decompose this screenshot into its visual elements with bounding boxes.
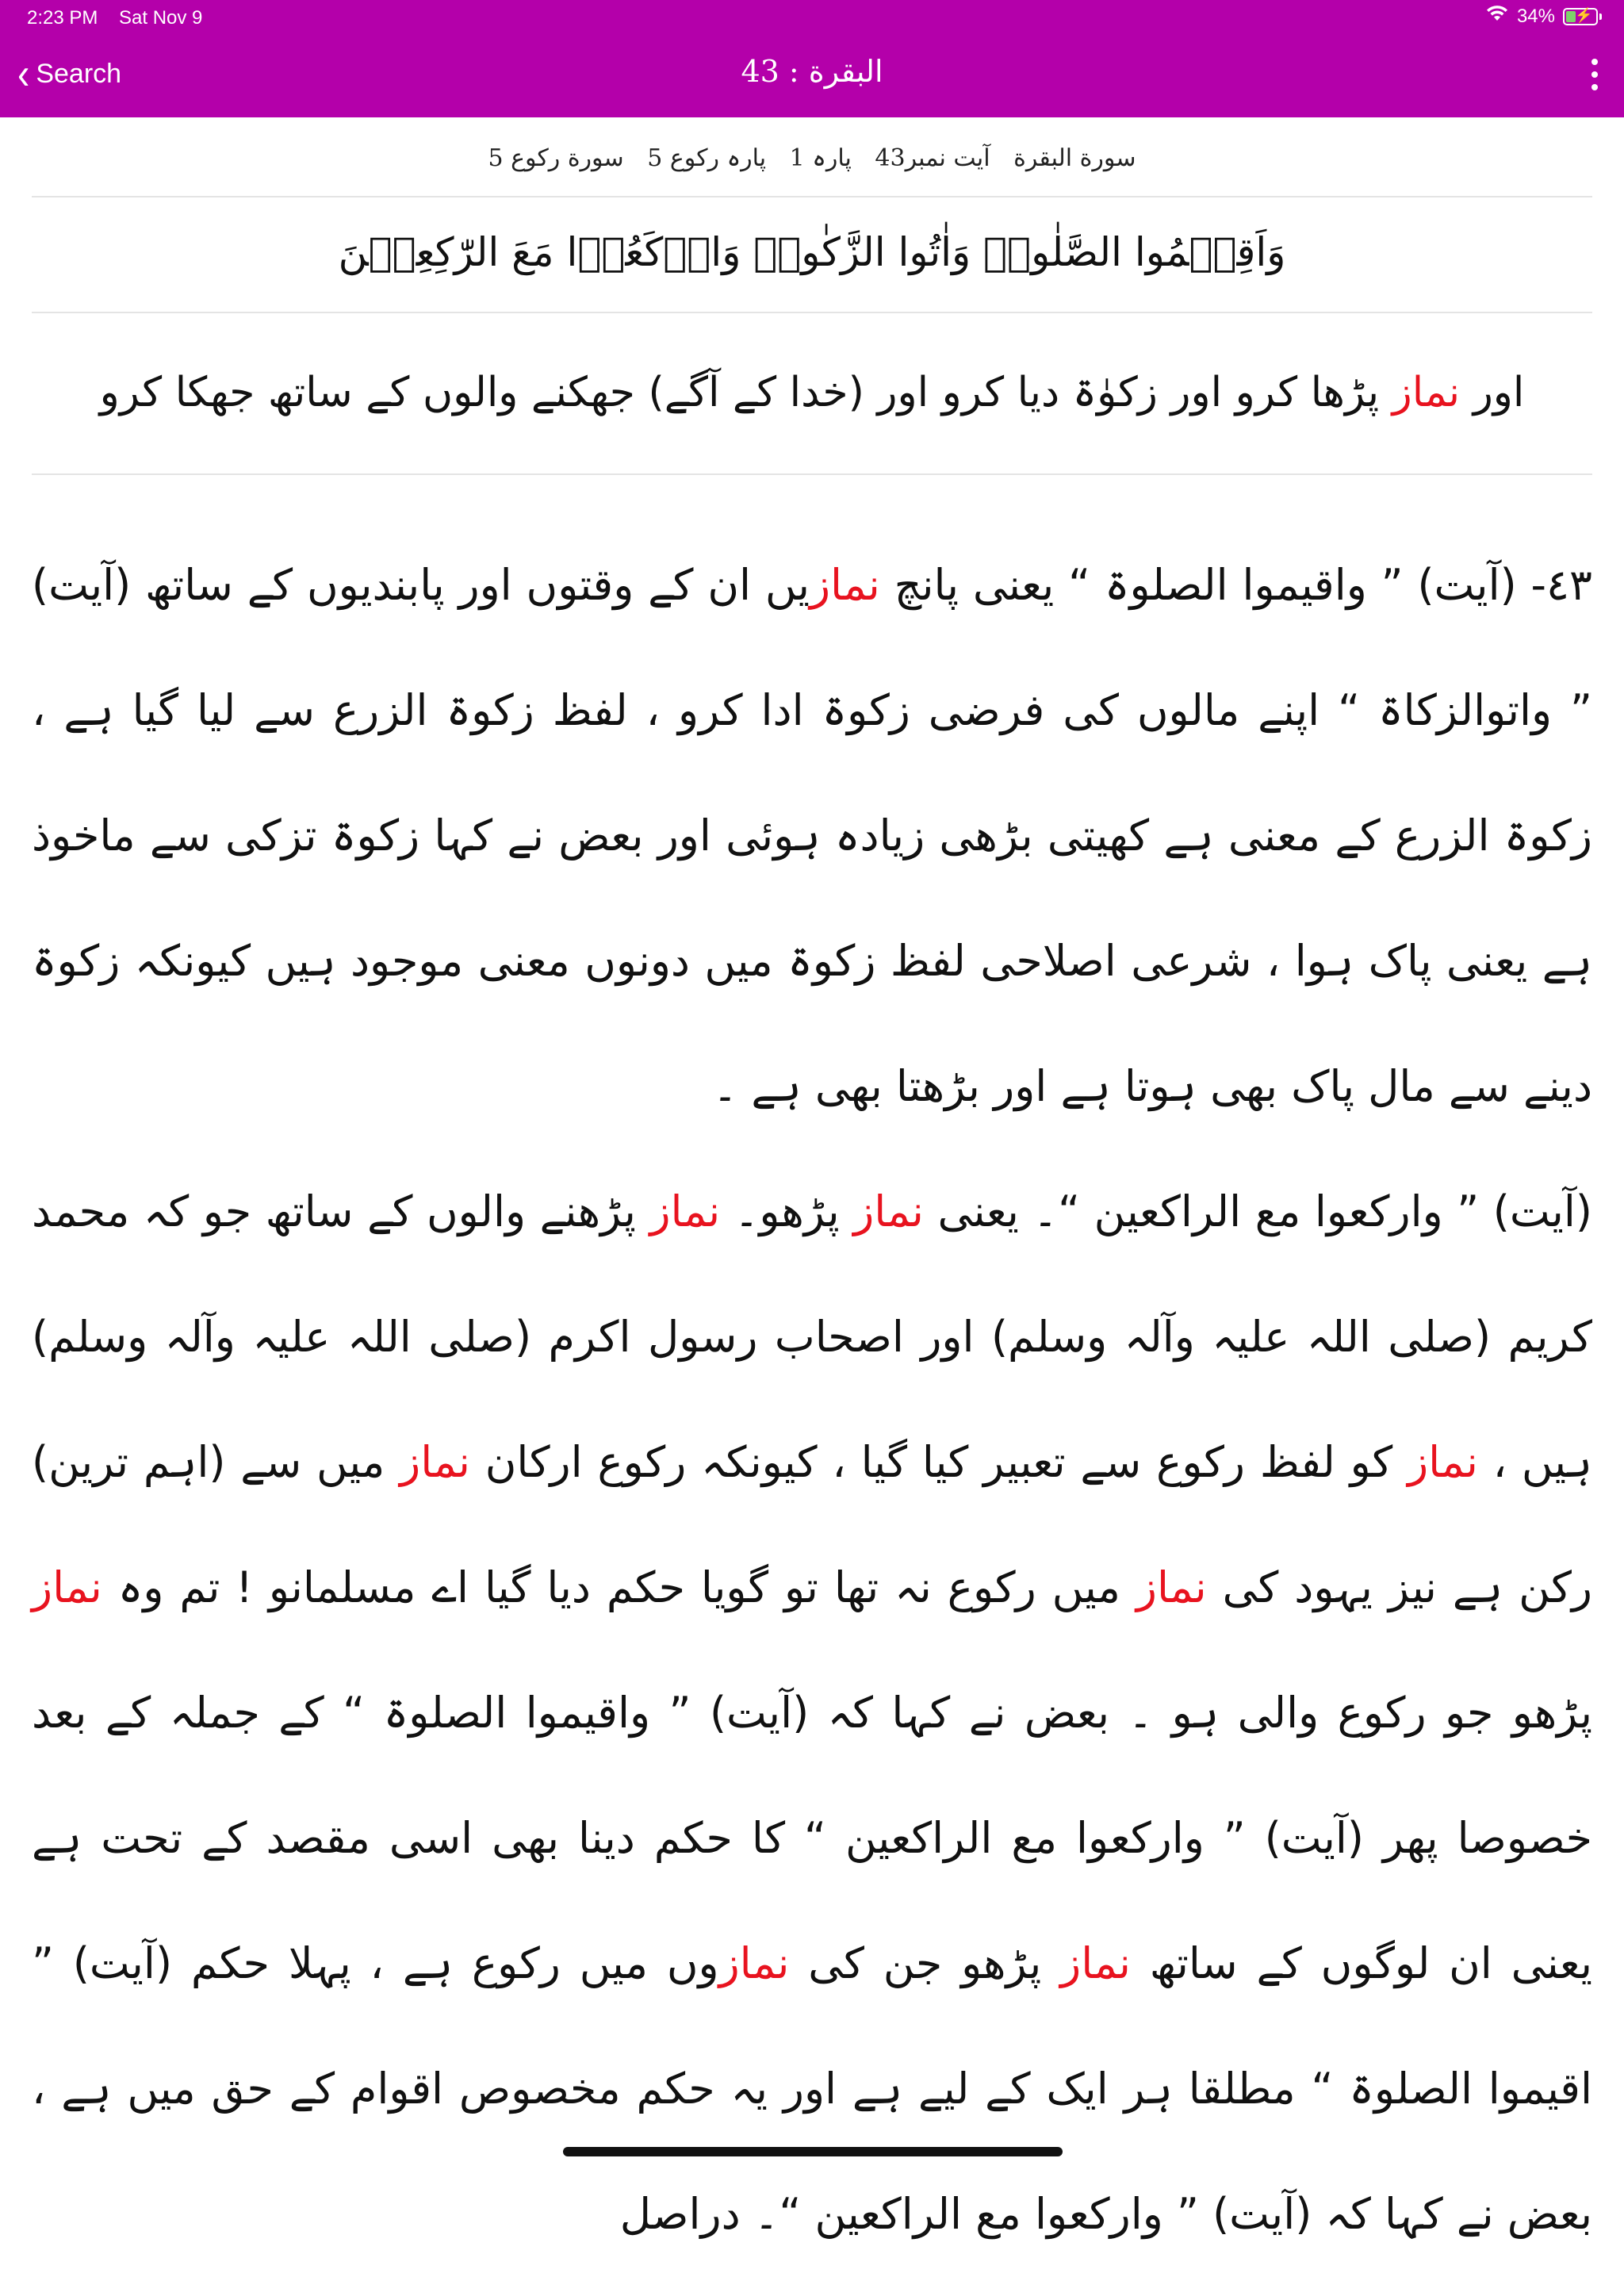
battery-icon bbox=[1563, 8, 1598, 25]
tafseer-highlight: نماز bbox=[32, 1562, 102, 1612]
tafseer-text-run: میں رکوع نہ تھا تو گویا حکم دیا گیا اے مسلمانو ! تم وہ bbox=[117, 1562, 1120, 1612]
home-indicator[interactable] bbox=[563, 2147, 1063, 2156]
status-time: 2:23 PM bbox=[27, 7, 98, 29]
tafseer-highlight: نماز bbox=[649, 1186, 721, 1236]
page-title: البقرة : 43 bbox=[741, 54, 883, 89]
nav-bar bbox=[0, 38, 1624, 117]
tafseer-highlight: نماز bbox=[400, 1437, 470, 1487]
chevron-left-icon: ‹ bbox=[17, 48, 30, 99]
meta-para: پارہ 1 bbox=[789, 144, 852, 172]
tafseer-text-run: پڑھو جو رکوع والی ہو ۔ بعض نے کہا کہ (آیت) ” واقیموا الصلوۃ “ کے جملہ کے بعد خصوصا پھر (آیت) ” وارکعوا مع الراکعین “ کا حکم دینا بھی اسی مقصد کے تحت ہے یعنی ان لوگوں کے ساتھ bbox=[32, 1688, 1592, 1988]
urdu-translation bbox=[32, 313, 1592, 475]
battery-percent: 34% bbox=[1516, 5, 1555, 27]
tafseer-highlight: نماز bbox=[718, 1938, 790, 1988]
translation-before: اور bbox=[1473, 369, 1525, 416]
meta-surah-ruku: سورة رکوع 5 bbox=[488, 144, 624, 172]
status-right bbox=[1485, 5, 1602, 28]
arabic-verse: وَاَقِیۡمُوا الصَّلٰوۃَ وَاٰتُوا الزَّکٰوۃَ وَارۡکَعُوۡا مَعَ الرّٰکِعِیۡنَ bbox=[32, 197, 1592, 313]
tafseer-text-run: وں میں رکوع ہے ، پہلا حکم (آیت) ” اقیموا الصلوۃ “ مطلقا ہر ایک کے لیے ہے اور یہ حکم مخصوص اقوام کے حق میں ہے ، بعض نے کہا کہ (آیت) ” وارکعوا مع الراکعین “۔ دراصل bbox=[32, 1938, 1592, 2239]
tafseer-text-run: پڑھو۔ bbox=[733, 1186, 840, 1236]
tafseer-highlight: نماز bbox=[809, 560, 880, 610]
tafseer-highlight: نماز bbox=[1060, 1938, 1131, 1988]
tafseer-highlight: نماز bbox=[1408, 1437, 1478, 1487]
charging-icon: ⚡ bbox=[1575, 6, 1593, 23]
tafseer-text-run: یں ان کے وقتوں اور پابندیوں کے ساتھ (آیت) ” واتوالزکاۃ “ اپنے مالوں کی فرضی زکوۃ ادا کرو ، لفظ زکوۃ الزرع سے لیا گیا ہے ، زکوۃ الزرع کے معنی ہے کھیتی بڑھی زیادہ ہوئی اور بعض نے کہا زکوۃ تزکی سے ماخوذ ہے یعنی پاک ہوا ، شرعی اصلاحی لفظ زکوۃ میں دونوں معنی موجود ہیں کیونکہ زکوۃ دینے سے مال پاک بھی ہوتا ہے اور بڑھتا بھی ہے ۔ bbox=[32, 560, 1592, 1111]
tafseer-text-run: (آیت) ” وارکعوا مع الراکعین “۔ یعنی bbox=[937, 1186, 1592, 1236]
verse-meta bbox=[32, 117, 1592, 197]
meta-surah: سورة البقرة bbox=[1013, 144, 1136, 172]
translation-highlight: نماز bbox=[1392, 369, 1461, 416]
status-date: Sat Nov 9 bbox=[119, 7, 203, 29]
tafseer-text-run: میں سے (اہم ترین) رکن ہے نیز یہود کی bbox=[32, 1437, 1593, 1612]
meta-ayah: آیت نمبر43 bbox=[875, 144, 990, 172]
translation-after: پڑھا کرو اور زکوٰۃ دیا کرو اور (خدا کے آگے) جھکنے والوں کے ساتھ جھکا کرو bbox=[99, 369, 1380, 416]
meta-para-ruku: پارہ رکوع 5 bbox=[647, 144, 767, 172]
tafseer-highlight: نماز bbox=[853, 1186, 924, 1236]
back-label: Search bbox=[36, 58, 122, 89]
tafseer-text-run: پڑھو جن کی bbox=[808, 1938, 1042, 1988]
wifi-icon bbox=[1485, 5, 1509, 28]
tafseer-text-run: پڑھنے والوں کے ساتھ جو کہ محمد کریم (صلی اللہ علیہ وآلہ وسلم) اور اصحاب رسول اکرم (صلی اللہ علیہ وآلہ وسلم) ہیں ، bbox=[32, 1186, 1592, 1487]
tafseer-text-run: کو لفظ رکوع سے تعبیر کیا گیا ، کیونکہ رکوع ارکان bbox=[485, 1437, 1393, 1487]
tafseer-text bbox=[32, 475, 1592, 2277]
tafseer-text-run: ٤٣- (آیت) ” واقیموا الصلوۃ “ یعنی پانچ bbox=[894, 560, 1592, 610]
tafseer-paragraph-2 bbox=[32, 1149, 1592, 2277]
status-bar bbox=[0, 0, 1624, 38]
tafseer-highlight: نماز bbox=[1136, 1562, 1207, 1612]
battery-tip bbox=[1599, 13, 1602, 20]
more-options-icon[interactable] bbox=[1589, 59, 1600, 90]
tafseer-paragraph-1 bbox=[32, 523, 1592, 1149]
content-area bbox=[32, 117, 1592, 2277]
